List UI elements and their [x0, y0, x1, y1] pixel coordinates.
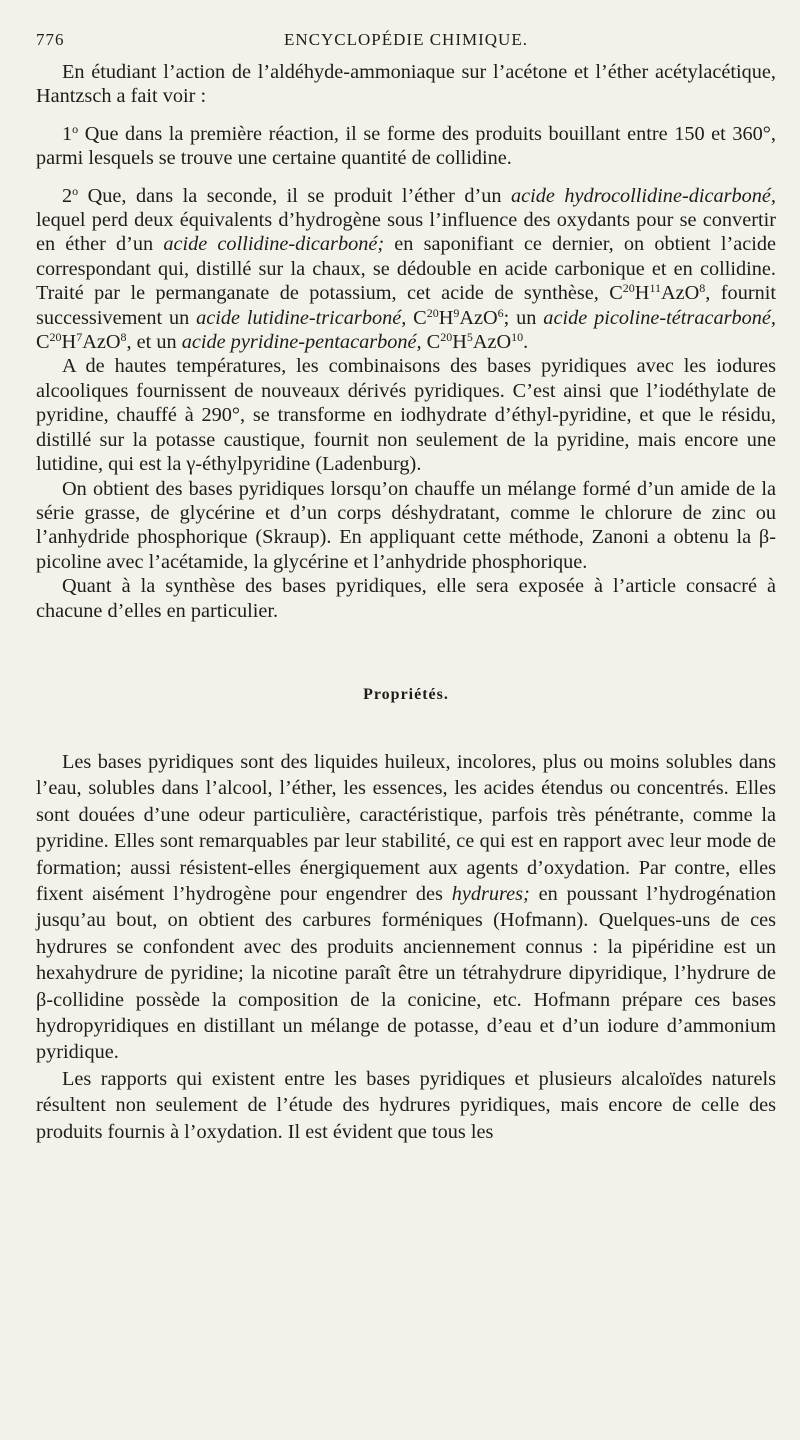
paragraph	[36, 749, 776, 1066]
paragraph	[36, 122, 776, 171]
page-header	[36, 30, 776, 60]
superscript: 20	[440, 330, 453, 345]
superscript: 9	[453, 305, 460, 320]
text-run: Les bases pyridiques sont des liquides huileux, incolores, plus ou moins solubles dans l’eau, solubles dans l’alcool, l’éther, les essences, les acides étendus ou concentrés. Elles sont douées d’une odeur particulière, caractéristique, parfois très pénétrante, comme la pyridine. Elles sont remarquables par leur stabilité, ce qui est en rapport avec leur mode de formation; aussi résistent-elles énergiquement aux agents d’oxydation. Par contre, elles fixent aisément l’hydrogène pour engendrer des	[36, 750, 776, 905]
body-text-top	[36, 60, 776, 623]
italic-term: acide pyridine-pentacarboné,	[181, 331, 422, 354]
section-heading: Propriétés.	[363, 685, 449, 703]
paragraph	[36, 60, 776, 109]
text-run: Que dans la première réaction, il se forme des produits bouillant entre 150 et 360°, parmi lesquels se trouve une certaine quantité de collidine.	[36, 122, 776, 170]
running-head: ENCYCLOPÉDIE CHIMIQUE.	[284, 30, 528, 49]
superscript: o	[72, 183, 79, 198]
text-run: .	[523, 331, 529, 354]
italic-term: acide picoline-tétracarboné,	[543, 306, 776, 329]
superscript: 5	[466, 330, 473, 345]
italic-term: acide hydrocollidine-dicarboné,	[511, 184, 776, 207]
text-run: , fournit successivement un	[36, 282, 776, 329]
text-run: Quant à la synthèse des bases pyridiques, elle sera exposée à l’article consacré à chacune d’elles en particulier.	[36, 575, 776, 622]
superscript: 8	[120, 330, 127, 345]
text-run: en poussant l’hydrogénation jusqu’au bout, on obtient des carbures forméniques (Hofmann). Quelques-uns de ces hydrures se confondent avec des produits anciennement connus : la pipéridine est un hexahydrure de pyridine; la nicotine paraît être un tétrahydrure dipyridique, l’hydrure de β-collidine possède la composition de la conicine, etc. Hofmann prépare ces bases hydropyridiques en distillant un mélange de potasse, d’eau et d’un iodure d’ammonium pyridique.	[36, 882, 776, 1064]
text-run: En étudiant l’action de l’aldéhyde-ammoniaque sur l’acétone et l’éther acétylacétique, Hantzsch a fait voir :	[36, 61, 776, 108]
text-run: AzO	[472, 331, 512, 354]
text-run: H	[452, 331, 467, 354]
text-run: C	[36, 331, 50, 354]
superscript: o	[72, 121, 79, 136]
italic-term: hydrures;	[451, 882, 530, 905]
text-run: 2	[62, 184, 73, 207]
text-run: C	[406, 306, 427, 329]
paragraph	[36, 184, 776, 355]
superscript: 7	[76, 330, 83, 345]
superscript: 6	[497, 305, 504, 320]
text-run: AzO	[459, 306, 498, 329]
body-text-bottom	[36, 749, 776, 1145]
text-run: AzO	[661, 282, 700, 305]
text-run: Les rapports qui existent entre les bases pyridiques et plusieurs alcaloïdes naturels résultent non seulement de l’étude des hydrures pyridiques, mais encore de celle des produits fournis à l’oxydation. Il est évident que tous les	[36, 1067, 776, 1143]
text-run: H	[634, 282, 650, 305]
text-run: , et un	[126, 331, 182, 354]
italic-term: acide collidine-dicarboné;	[163, 233, 385, 256]
text-run: ; un	[503, 306, 544, 329]
superscript: 20	[426, 305, 439, 320]
superscript: 8	[699, 281, 706, 296]
text-run: en saponifiant ce dernier, on obtient l’acide correspondant qui, distillé sur la chaux, se dédouble en acide carbonique et en collidine. Traité par le permanganate de potassium, cet acide de synthèse, C	[36, 233, 776, 305]
italic-term: acide lutidine-tricarboné,	[196, 306, 407, 329]
paragraph	[36, 477, 776, 575]
superscript: 11	[649, 281, 661, 296]
text-run: H	[438, 306, 454, 329]
paragraph	[36, 354, 776, 476]
paragraph	[36, 1066, 776, 1145]
superscript: 20	[622, 281, 635, 296]
paragraph	[36, 574, 776, 623]
text-run: C	[421, 331, 441, 354]
page-number: 776	[36, 30, 65, 49]
text-run: On obtient des bases pyridiques lorsqu’on chauffe un mélange formé d’un amide de la série grasse, de glycérine et d’un corps déshydratant, comme le chlorure de zinc ou l’anhydride phosphorique (Skraup). En appliquant cette méthode, Zanoni a obtenu la β-picoline avec l’acétamide, la glycérine et l’anhydride phosphorique.	[36, 477, 776, 573]
text-run: AzO	[82, 331, 121, 354]
superscript: 20	[49, 330, 62, 345]
text-run: 1	[62, 122, 73, 145]
text-run: H	[61, 331, 77, 354]
text-run: lequel perd deux équivalents d’hydrogène sous l’influence des oxydants pour se convertir en éther d’un	[36, 209, 776, 256]
text-run: A de hautes températures, les combinaisons des bases pyridiques avec les iodures alcooliques fournissent de nouveaux dérivés pyridiques. C’est ainsi que l’iodéthylate de pyridine, chauffé à 290°, se transforme en iodhydrate d’éthyl-pyridine, et que le résidu, distillé sur la potasse caustique, fournit non seulement de la pyridine, mais encore une lutidine, qui est la γ-éthylpyridine (Ladenburg).	[36, 355, 776, 476]
superscript: 10	[511, 330, 524, 345]
text-run: Que, dans la seconde, il se produit l’éther d’un	[78, 184, 511, 207]
